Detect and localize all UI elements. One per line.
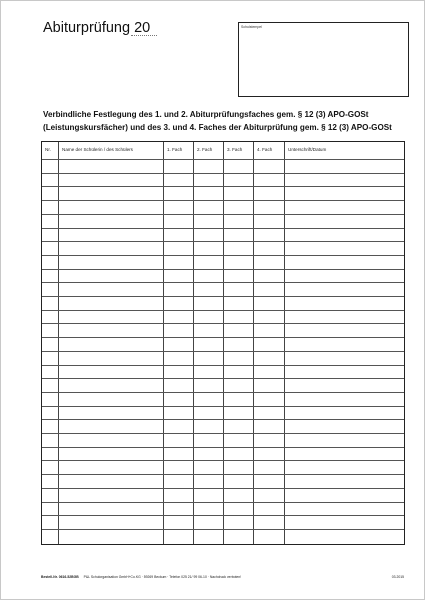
- table-row: [42, 365, 404, 366]
- header-nr: Nr.: [45, 147, 51, 152]
- table-row: [42, 186, 404, 187]
- table-row: [42, 337, 404, 338]
- table-row: [42, 310, 404, 311]
- column-divider: [58, 142, 59, 544]
- table-row: [42, 323, 404, 324]
- school-stamp-box: [238, 22, 409, 97]
- table-row: [42, 241, 404, 242]
- table-row: [42, 515, 404, 516]
- column-divider: [193, 142, 194, 544]
- table-row: [42, 378, 404, 379]
- column-divider: [223, 142, 224, 544]
- table-row: [42, 159, 404, 160]
- table-row: [42, 529, 404, 530]
- table-row: [42, 296, 404, 297]
- column-divider: [163, 142, 164, 544]
- heading-line-2: (Leistungskursfächer) und des 3. und 4. Faches der Abiturprüfung gem. § 12 (3) APO-GOSt: [43, 123, 392, 132]
- column-divider: [253, 142, 254, 544]
- table-row: [42, 200, 404, 201]
- table-row: [42, 269, 404, 270]
- table-row: [42, 173, 404, 174]
- table-row: [42, 392, 404, 393]
- table-row: [42, 255, 404, 256]
- table-row: [42, 488, 404, 489]
- header-subject-3: 3. Fach: [227, 147, 243, 152]
- table-row: [42, 282, 404, 283]
- edition-date: 03.2015: [391, 575, 404, 579]
- header-signature: Unterschrift/Datum: [288, 147, 327, 152]
- stamp-label: Schulstempel: [241, 25, 263, 29]
- order-number: Bestell-Nr. 0616-52BGB: [41, 575, 79, 579]
- table-row: [42, 228, 404, 229]
- heading-line-1: Verbindliche Festlegung des 1. und 2. Abiturprüfungsfaches gem. § 12 (3) APO-GOSt: [43, 110, 369, 119]
- table-row: [42, 447, 404, 448]
- table-row: [42, 419, 404, 420]
- form-heading: [43, 108, 392, 134]
- table-row: [42, 433, 404, 434]
- column-divider: [284, 142, 285, 544]
- header-name: Name der Schülerin / des Schülers: [62, 147, 133, 152]
- table-row: [42, 351, 404, 352]
- header-subject-2: 2. Fach: [197, 147, 213, 152]
- table-row: [42, 406, 404, 407]
- form-footer: [41, 575, 404, 579]
- year-blank-line: [131, 35, 157, 36]
- form-title: Abiturprüfung 20: [43, 20, 151, 36]
- header-subject-1: 1. Fach: [167, 147, 183, 152]
- table-row: [42, 214, 404, 215]
- table-row: [42, 460, 404, 461]
- publisher-info: P&L Schulorganisation GmbH+Co.KG · 59269 Beckum · Telefon 025 21/ 99 06-10 · Nachdruck verboten!: [83, 575, 242, 579]
- student-table: [41, 141, 405, 545]
- table-row: [42, 502, 404, 503]
- table-row: [42, 474, 404, 475]
- header-subject-4: 4. Fach: [257, 147, 273, 152]
